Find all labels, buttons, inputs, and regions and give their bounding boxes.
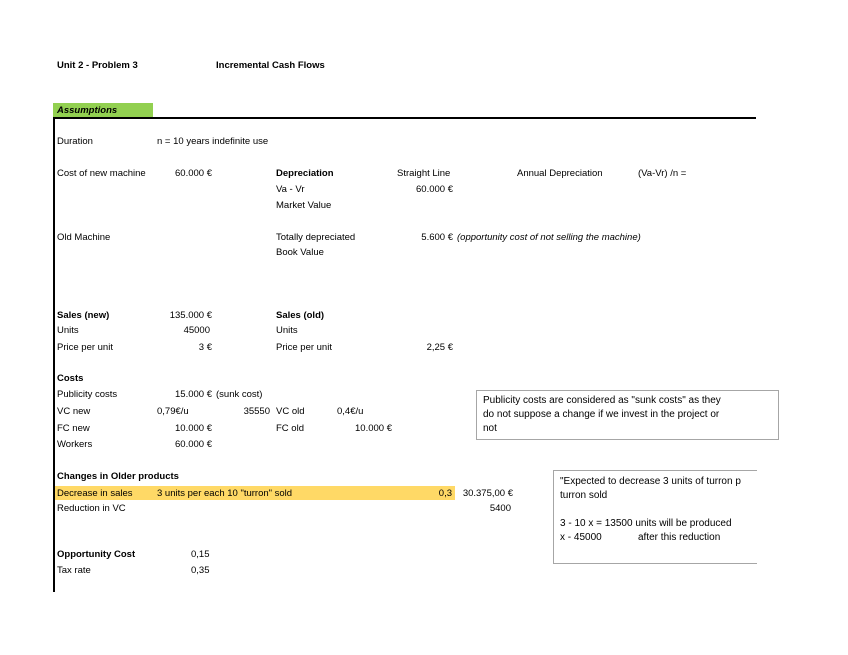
turron-box-line-2: turron sold (560, 490, 608, 501)
opportunity-cost-value: 0,15 (191, 549, 210, 560)
sales-old-units-label: Units (276, 325, 298, 336)
va-vr-value: 60.000 € (416, 184, 453, 195)
decrease-description: 3 units per each 10 "turron" sold (157, 488, 293, 499)
decrease-label: Decrease in sales (57, 488, 133, 499)
fc-new-label: FC new (57, 423, 90, 434)
assumptions-label: Assumptions (57, 105, 118, 116)
vc-new-label: VC new (57, 406, 91, 417)
sales-new-units-value: 45000 (183, 325, 210, 336)
tax-rate-label: Tax rate (57, 565, 91, 576)
decrease-ratio: 0,3 (438, 488, 452, 499)
publicity-note: (sunk cost) (216, 389, 263, 400)
fc-old-label: FC old (276, 423, 304, 434)
vc-new-value: 0,79€/u (157, 406, 189, 417)
publicity-note-box (476, 390, 779, 440)
new-machine-label: Cost of new machine (57, 168, 146, 179)
sales-old-price-value: 2,25 € (426, 342, 453, 353)
sales-old-price-label: Price per unit (276, 342, 332, 353)
left-border (53, 117, 55, 592)
turron-box-line-3: 3 - 10 x = 13500 units will be produced (560, 518, 732, 529)
workers-value: 60.000 € (175, 439, 212, 450)
old-machine-label: Old Machine (57, 232, 111, 243)
sales-new-value: 135.000 € (169, 310, 212, 321)
duration-label: Duration (57, 136, 93, 147)
old-machine-value: 5.600 € (421, 232, 453, 243)
workers-label: Workers (57, 439, 93, 450)
sales-new-label: Sales (new) (57, 310, 110, 321)
fc-new-value: 10.000 € (175, 423, 212, 434)
turron-box-line-4a: x - 45000 (560, 532, 602, 543)
vc-reduction-value: 5400 (489, 503, 511, 514)
costs-label: Costs (57, 373, 84, 384)
publicity-box-line-1: Publicity costs are considered as "sunk costs" as they (483, 395, 721, 406)
old-machine-status: Totally depreciated (276, 232, 356, 243)
tax-rate-value: 0,35 (191, 565, 210, 576)
market-value-label: Market Value (276, 200, 332, 211)
publicity-label: Publicity costs (57, 389, 118, 400)
top-border (53, 117, 756, 119)
publicity-box-line-3: not (483, 423, 497, 434)
vc-new-total: 35550 (243, 406, 270, 417)
duration-value: n = 10 years indefinite use (157, 136, 269, 147)
vc-old-value: 0,4€/u (337, 406, 364, 417)
book-value-label: Book Value (276, 247, 324, 258)
publicity-box-line-2: do not suppose a change if we invest in the project or (483, 409, 720, 420)
sales-new-price-value: 3 € (198, 342, 212, 353)
new-machine-value: 60.000 € (175, 168, 212, 179)
sales-new-price-label: Price per unit (57, 342, 113, 353)
changes-label: Changes in Older products (57, 471, 179, 482)
turron-box-line-4b: after this reduction (638, 532, 721, 543)
sales-new-units-label: Units (57, 325, 79, 336)
annual-depreciation-label: Annual Depreciation (517, 168, 603, 179)
vc-reduction-label: Reduction in VC (57, 503, 126, 514)
va-vr-label: Va - Vr (276, 184, 305, 195)
old-machine-note: (opportunity cost of not selling the machine) (457, 232, 641, 243)
turron-box-line-1: "Expected to decrease 3 units of turron p (560, 476, 741, 487)
problem-title: Unit 2 - Problem 3 (57, 60, 138, 71)
right-clip-mask (757, 460, 848, 570)
depreciation-method: Straight Line (397, 168, 451, 179)
vc-old-label: VC old (276, 406, 305, 417)
depreciation-formula: (Va-Vr) /n = (638, 168, 687, 179)
fc-old-value: 10.000 € (355, 423, 392, 434)
opportunity-cost-label: Opportunity Cost (57, 549, 136, 560)
sales-old-label: Sales (old) (276, 310, 325, 321)
publicity-value: 15.000 € (175, 389, 212, 400)
decrease-value: 30.375,00 € (462, 488, 513, 499)
depreciation-label: Depreciation (276, 168, 334, 179)
topic-title: Incremental Cash Flows (216, 60, 325, 71)
